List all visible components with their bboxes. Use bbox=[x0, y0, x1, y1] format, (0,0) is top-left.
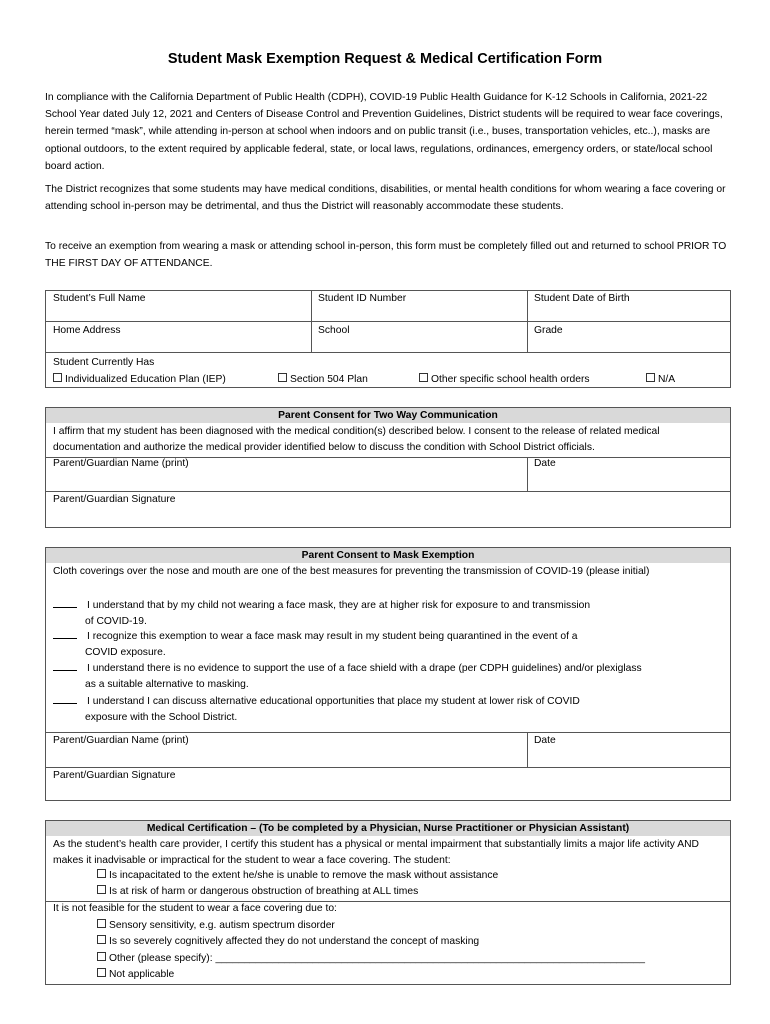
other-health-orders-checkbox[interactable]: Other specific school health orders bbox=[419, 373, 590, 385]
na-checkbox[interactable]: N/A bbox=[646, 373, 675, 385]
date-field[interactable]: Date bbox=[534, 458, 556, 469]
medical-certification-text: As the student’s health care provider, I certify this student has a physical or mental impairment that substantially limits a major life activity AND makes it inadvisable or impractical for the student to wear a face covering. The student: bbox=[53, 839, 699, 866]
parent-signature-field[interactable]: Parent/Guardian Signature bbox=[53, 494, 176, 505]
intro-paragraph-3: To receive an exemption from wearing a mask or attending school in-person, this form must be completely filled out and returned to school PRIOR TO THE FIRST DAY OF ATTENDANCE. bbox=[45, 241, 727, 270]
medical-certification-header: Medical Certification – (To be completed by a Physician, Nurse Practitioner or Physician Assistant) bbox=[46, 821, 730, 836]
checkbox-icon bbox=[97, 869, 106, 878]
student-id-field[interactable]: Student ID Number bbox=[318, 293, 407, 304]
home-address-field[interactable]: Home Address bbox=[53, 325, 121, 336]
parent-name-field[interactable]: Parent/Guardian Name (print) bbox=[53, 735, 189, 746]
divider bbox=[45, 321, 731, 322]
checkbox-icon bbox=[97, 935, 106, 944]
checkbox-icon bbox=[419, 373, 428, 382]
consent-mask-intro: Cloth coverings over the nose and mouth are one of the best measures for preventing the transmission of COVID-19 (please initial) bbox=[53, 566, 650, 577]
consent-communication-text: I affirm that my student has been diagnosed with the medical condition(s) described below. I consent to the release of related medical documentation and authorize the medical provider identified below to discuss the condition with School District officials. bbox=[53, 426, 660, 453]
divider bbox=[45, 491, 731, 492]
other-reason-checkbox[interactable]: Other (please specify): ___________________________________________________________________________ bbox=[97, 952, 645, 964]
divider bbox=[527, 457, 528, 491]
initial-item[interactable]: I understand I can discuss alternative educational opportunities that place my student at lower risk of COVID exposure with the School District. bbox=[53, 694, 580, 726]
student-dob-field[interactable]: Student Date of Birth bbox=[534, 293, 630, 304]
divider bbox=[45, 767, 731, 768]
divider bbox=[311, 290, 312, 352]
initial-item[interactable]: I understand that by my child not wearing a face mask, they are at higher risk for exposure to and transmission of COVID-19. bbox=[53, 598, 590, 630]
not-applicable-checkbox[interactable]: Not applicable bbox=[97, 968, 174, 980]
parent-signature-field[interactable]: Parent/Guardian Signature bbox=[53, 770, 176, 781]
grade-field[interactable]: Grade bbox=[534, 325, 563, 336]
intro-paragraph-2: The District recognizes that some students may have medical conditions, disabilities, or mental health conditions for whom wearing a face covering or attending school in-person may be detrimental, and thus the District will reasonably accommodate these students. bbox=[45, 184, 726, 213]
divider bbox=[45, 901, 731, 902]
intro-paragraph-1: In compliance with the California Department of Public Health (CDPH), COVID-19 Public Health Guidance for K-12 Schools in California, 2021-22 School Year dated July 12, 2021 and Centers of Disease Control and Prevention Guidelines, District students will be required to wear face coverings, herein termed “mask”, while attending in-person at school when indoors and on public transit (i.e., buses, transportation vehicles, etc..), masks are optional outdoors, to the extent required by applicable federal, state, or local laws, regulations, ordinances, emergency orders, or state/local school board action. bbox=[45, 92, 723, 172]
cognitive-checkbox[interactable]: Is so severely cognitively affected they do not understand the concept of masking bbox=[97, 935, 479, 947]
checkbox-icon bbox=[53, 373, 62, 382]
checkbox-icon bbox=[97, 885, 106, 894]
breathing-risk-checkbox[interactable]: Is at risk of harm or dangerous obstruction of breathing at ALL times bbox=[97, 885, 418, 897]
sensory-sensitivity-checkbox[interactable]: Sensory sensitivity, e.g. autism spectrum disorder bbox=[97, 919, 335, 931]
checkbox-icon bbox=[97, 968, 106, 977]
initial-blank[interactable] bbox=[53, 607, 77, 608]
initial-item[interactable]: I recognize this exemption to wear a face mask may result in my student being quarantined in the event of a COVID exposure. bbox=[53, 629, 578, 661]
consent-mask-header: Parent Consent to Mask Exemption bbox=[46, 548, 730, 563]
initial-blank[interactable] bbox=[53, 703, 77, 704]
initial-blank[interactable] bbox=[53, 638, 77, 639]
504-plan-checkbox[interactable]: Section 504 Plan bbox=[278, 373, 368, 385]
checkbox-icon bbox=[278, 373, 287, 382]
initial-item[interactable]: I understand there is no evidence to support the use of a face shield with a drape (per CDPH guidelines) and/or plexiglass as a suitable alternative to masking. bbox=[53, 661, 642, 693]
divider bbox=[45, 352, 731, 353]
student-full-name-field[interactable]: Student’s Full Name bbox=[53, 293, 146, 304]
date-field[interactable]: Date bbox=[534, 735, 556, 746]
incapacitated-checkbox[interactable]: Is incapacitated to the extent he/she is unable to remove the mask without assistance bbox=[97, 869, 498, 881]
parent-name-field[interactable]: Parent/Guardian Name (print) bbox=[53, 458, 189, 469]
checkbox-icon bbox=[97, 952, 106, 961]
consent-communication-header: Parent Consent for Two Way Communication bbox=[46, 408, 730, 423]
iep-checkbox[interactable]: Individualized Education Plan (IEP) bbox=[53, 373, 226, 385]
checkbox-icon bbox=[646, 373, 655, 382]
initial-blank[interactable] bbox=[53, 670, 77, 671]
divider bbox=[527, 290, 528, 352]
checkbox-icon bbox=[97, 919, 106, 928]
page-title: Student Mask Exemption Request & Medical Certification Form bbox=[167, 51, 603, 67]
divider bbox=[527, 732, 528, 767]
divider bbox=[45, 732, 731, 733]
currently-has-label: Student Currently Has bbox=[53, 357, 155, 368]
school-field[interactable]: School bbox=[318, 325, 350, 336]
reason-intro: It is not feasible for the student to wear a face covering due to: bbox=[53, 903, 337, 914]
